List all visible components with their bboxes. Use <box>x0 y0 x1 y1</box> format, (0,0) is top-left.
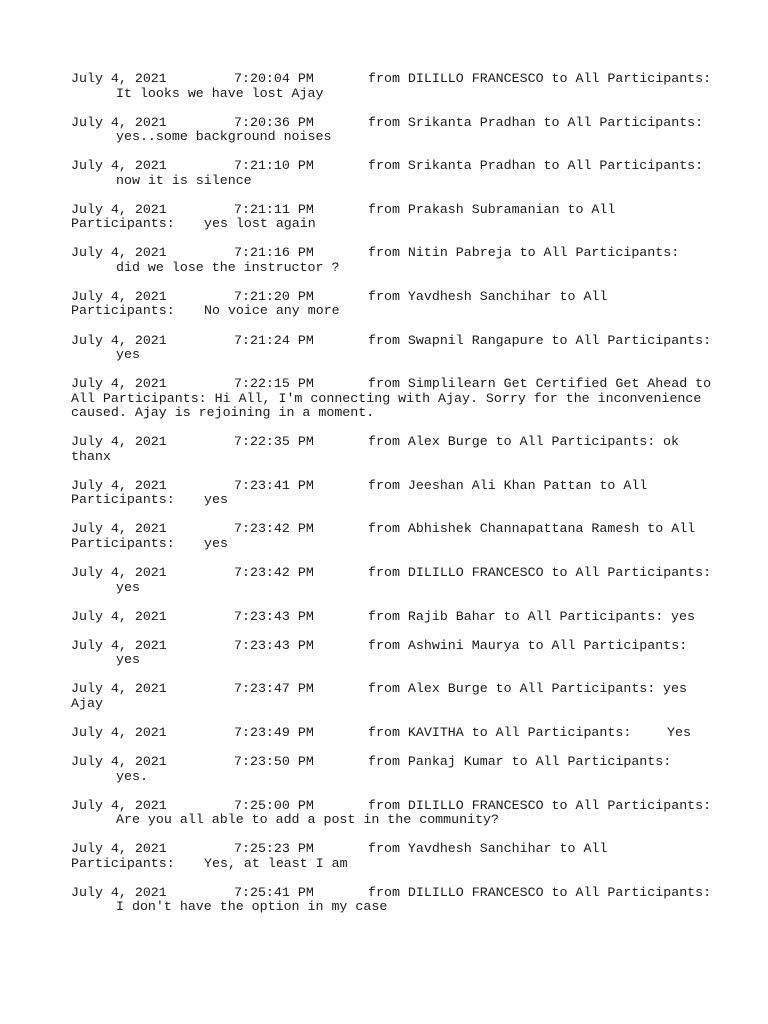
message-time: 7:20:04 PM <box>234 71 314 86</box>
message-header <box>71 842 711 857</box>
message-body <box>71 304 711 319</box>
message-date: July 4, 2021 <box>71 754 167 769</box>
chat-message <box>71 203 711 232</box>
chat-message <box>71 290 711 319</box>
message-text: Are you all able to add a post in the community? <box>116 812 500 828</box>
message-body <box>71 217 711 232</box>
message-sender: from DILILLO FRANCESCO to All Participants: <box>368 797 712 813</box>
message-sender: from Yavdhesh Sanchihar to All <box>368 288 608 304</box>
message-sender: from Yavdhesh Sanchihar to All <box>368 841 608 857</box>
message-text-line: thanx <box>71 448 111 464</box>
message-date: July 4, 2021 <box>71 201 167 217</box>
recipient-continuation: Participants: <box>71 303 175 319</box>
message-date: July 4, 2021 <box>71 288 167 304</box>
message-text-line: caused. Ajay is rejoining in a moment. <box>71 405 375 421</box>
message-date: July 4, 2021 <box>71 158 167 174</box>
message-date: July 4, 2021 <box>71 114 167 130</box>
message-date: July 4, 2021 <box>71 797 167 813</box>
message-date: July 4, 2021 <box>71 565 167 581</box>
message-date: July 4, 2021 <box>71 477 167 493</box>
message-sender: from DILILLO FRANCESCO to All Participants: <box>368 565 712 581</box>
message-text: yes..some background noises <box>116 129 332 145</box>
message-header <box>71 116 711 131</box>
message-text: It looks we have lost Ajay <box>116 85 324 101</box>
message-header <box>71 566 711 581</box>
message-sender: from KAVITHA to All Participants: <box>368 724 632 740</box>
message-header <box>71 522 711 537</box>
message-header <box>71 479 711 494</box>
message-text: yes <box>116 347 140 363</box>
message-header <box>71 203 711 218</box>
message-header <box>71 72 711 87</box>
chat-message <box>71 610 711 625</box>
message-text: yes <box>116 652 140 668</box>
message-text: yes <box>116 579 140 595</box>
message-sender: from Prakash Subramanian to All <box>368 201 616 217</box>
message-time: 7:23:50 PM <box>234 754 314 769</box>
message-sender: from Ashwini Maurya to All Participants: <box>368 637 688 653</box>
message-sender: from Nitin Pabreja to All Participants: <box>368 245 680 261</box>
message-date: July 4, 2021 <box>71 608 167 624</box>
recipient-continuation: Participants: <box>71 216 175 232</box>
recipient-continuation: Participants: <box>71 492 175 508</box>
message-sender: from DILILLO FRANCESCO to All Participants: <box>368 71 712 86</box>
message-time: 7:21:16 PM <box>234 245 314 261</box>
message-time: 7:23:47 PM <box>234 681 314 697</box>
chat-message <box>71 72 711 101</box>
chat-message <box>71 886 711 915</box>
message-header <box>71 334 711 349</box>
message-date: July 4, 2021 <box>71 724 167 740</box>
message-text: ok <box>663 434 679 450</box>
chat-message <box>71 842 711 871</box>
message-date: July 4, 2021 <box>71 434 167 450</box>
message-time: 7:23:43 PM <box>234 637 314 653</box>
message-text: I don't have the option in my case <box>116 899 388 915</box>
message-time: 7:21:24 PM <box>234 332 314 348</box>
message-header <box>71 639 711 654</box>
chat-message <box>71 246 711 275</box>
message-sender: from Abhishek Channapattana Ramesh to All <box>368 521 696 537</box>
message-header <box>71 755 711 770</box>
chat-message <box>71 159 711 188</box>
message-sender: from Srikanta Pradhan to All Participants: <box>368 114 704 130</box>
message-text-line: All Participants: Hi All, I'm connecting with Ajay. Sorry for the inconvenience <box>71 390 702 406</box>
message-sender: from Rajib Bahar to All Participants: <box>368 608 664 624</box>
chat-message <box>71 639 711 668</box>
message-date: July 4, 2021 <box>71 521 167 537</box>
message-text: yes <box>204 535 228 551</box>
message-body <box>71 857 711 872</box>
message-time: 7:20:36 PM <box>234 114 314 130</box>
chat-message <box>71 479 711 508</box>
message-sender: from Pankaj Kumar to All Participants: <box>368 754 672 769</box>
message-date: July 4, 2021 <box>71 637 167 653</box>
recipient-continuation: Participants: <box>71 855 175 871</box>
message-header <box>71 435 711 450</box>
message-header <box>71 886 711 901</box>
message-time: 7:21:11 PM <box>234 201 314 217</box>
message-text: yes lost again <box>204 216 316 232</box>
message-text: Yes, at least I am <box>204 855 348 871</box>
message-sender: from Jeeshan Ali Khan Pattan to All <box>368 477 648 493</box>
message-text: yes <box>663 681 687 697</box>
message-time: 7:22:35 PM <box>234 434 314 450</box>
message-header <box>71 290 711 305</box>
chat-message <box>71 566 711 595</box>
message-sender: from Alex Burge to All Participants: <box>368 434 656 450</box>
message-date: July 4, 2021 <box>71 884 167 900</box>
message-header <box>71 682 711 697</box>
message-text-line: Ajay <box>71 695 103 711</box>
message-time: 7:25:41 PM <box>234 884 314 900</box>
message-header <box>71 799 711 814</box>
chat-message <box>71 726 711 741</box>
message-date: July 4, 2021 <box>71 332 167 348</box>
message-time: 7:21:10 PM <box>234 158 314 174</box>
chat-message <box>71 377 711 421</box>
chat-message <box>71 799 711 828</box>
message-text: did we lose the instructor ? <box>116 259 340 275</box>
message-text: Yes <box>667 724 691 740</box>
message-body <box>71 537 711 552</box>
message-header <box>71 159 711 174</box>
recipient-continuation: Participants: <box>71 535 175 551</box>
message-text: No voice any more <box>204 303 340 319</box>
message-sender: from Srikanta Pradhan to All Participants: <box>368 158 704 174</box>
message-time: 7:21:20 PM <box>234 288 314 304</box>
message-text: yes <box>671 608 695 624</box>
message-sender: from Simplilearn Get Certified Get Ahead to <box>368 376 712 392</box>
chat-message <box>71 755 711 784</box>
chat-message <box>71 435 711 464</box>
message-date: July 4, 2021 <box>71 376 167 392</box>
message-time: 7:23:41 PM <box>234 477 314 493</box>
message-header <box>71 610 711 625</box>
message-date: July 4, 2021 <box>71 71 167 86</box>
message-body <box>71 493 711 508</box>
message-date: July 4, 2021 <box>71 681 167 697</box>
message-sender: from Alex Burge to All Participants: <box>368 681 656 697</box>
message-time: 7:22:15 PM <box>234 376 314 392</box>
message-time: 7:25:00 PM <box>234 797 314 813</box>
message-time: 7:23:42 PM <box>234 565 314 581</box>
message-sender: from DILILLO FRANCESCO to All Participants: <box>368 884 712 900</box>
message-text: yes. <box>116 768 148 784</box>
chat-message <box>71 522 711 551</box>
message-time: 7:23:43 PM <box>234 608 314 624</box>
message-date: July 4, 2021 <box>71 841 167 857</box>
message-header <box>71 377 711 392</box>
chat-message <box>71 334 711 363</box>
message-time: 7:23:49 PM <box>234 724 314 740</box>
message-time: 7:25:23 PM <box>234 841 314 857</box>
message-sender: from Swapnil Rangapure to All Participants: <box>368 332 712 348</box>
message-time: 7:23:42 PM <box>234 521 314 537</box>
chat-log <box>71 72 711 929</box>
message-text: yes <box>204 492 228 508</box>
chat-message <box>71 682 711 711</box>
message-date: July 4, 2021 <box>71 245 167 261</box>
message-header <box>71 246 711 261</box>
chat-message <box>71 116 711 145</box>
message-text: now it is silence <box>116 172 252 188</box>
message-header <box>71 726 711 741</box>
